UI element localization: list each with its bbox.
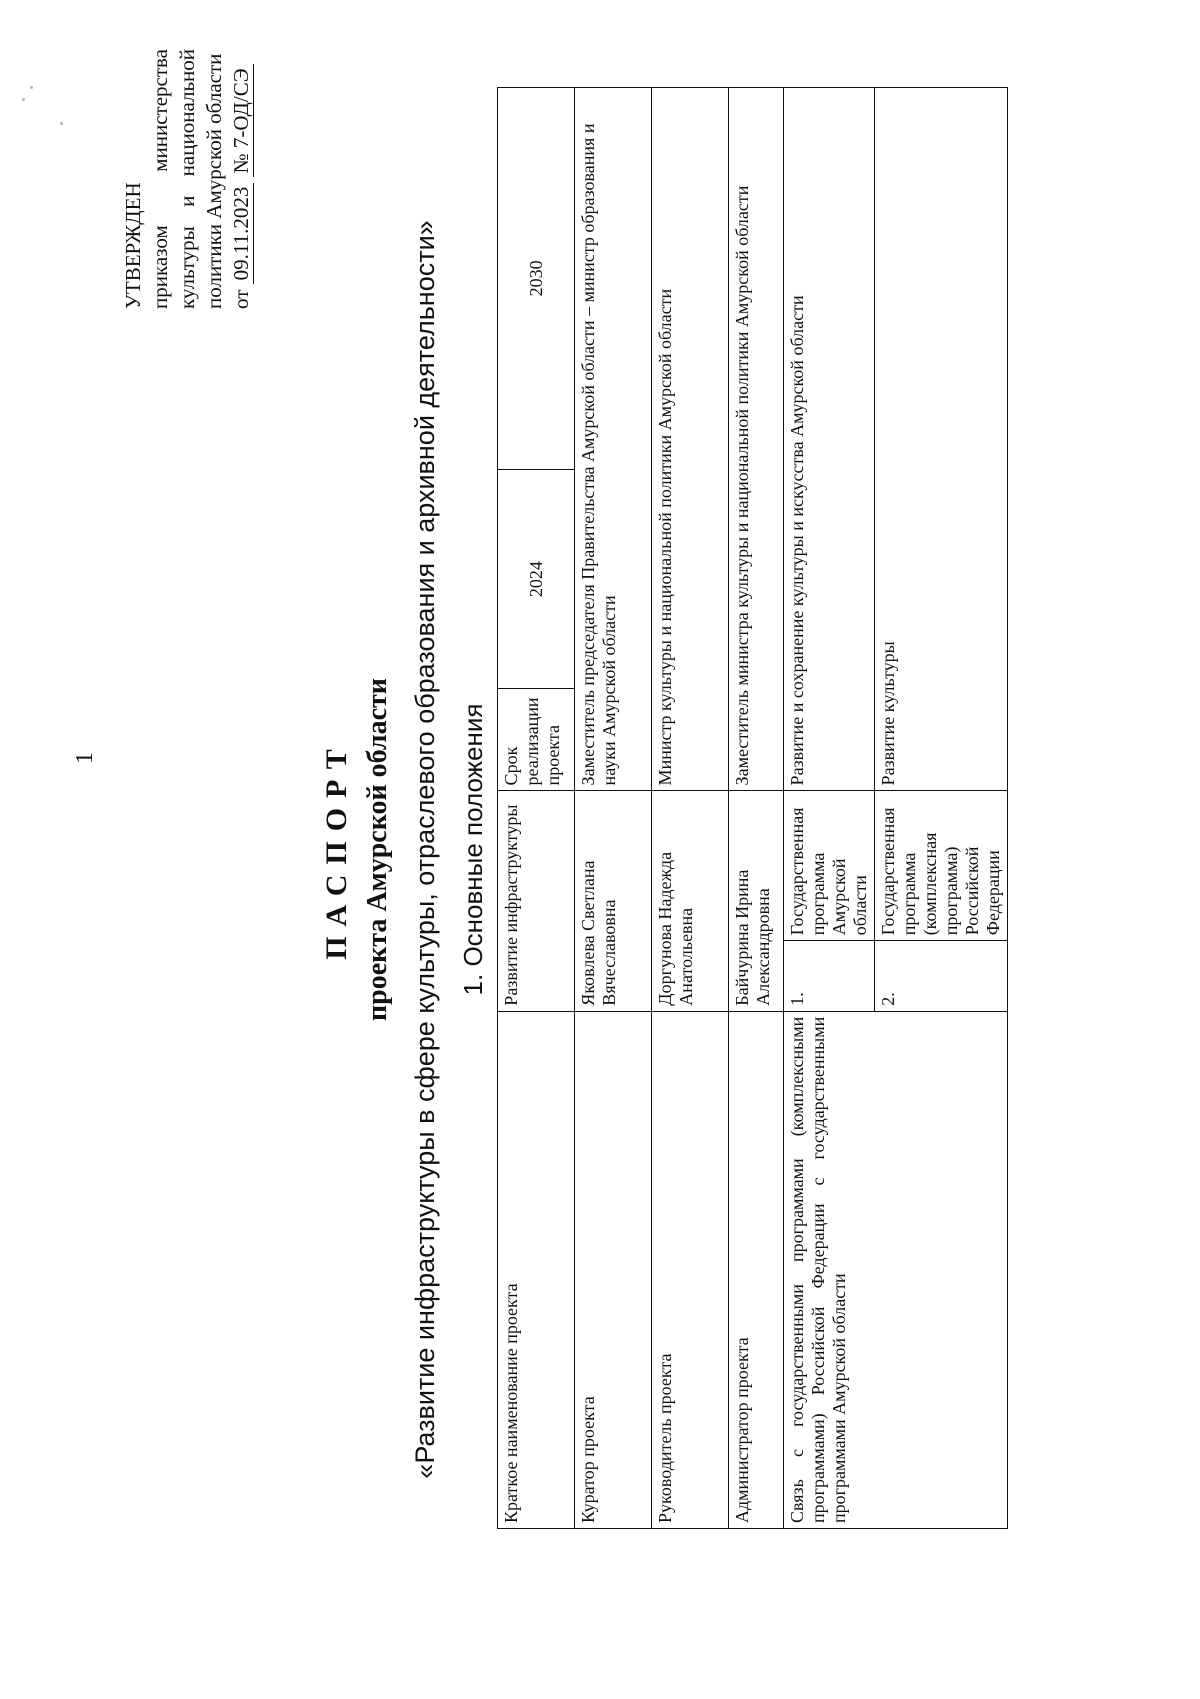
section-title: 1. Основные положения <box>458 703 488 996</box>
document-subtitle: проекта Амурской области <box>362 678 393 1021</box>
table-row <box>652 88 729 1529</box>
table-row <box>729 88 784 1529</box>
table-row <box>575 88 652 1529</box>
short-name-label: Краткое наименование проекта <box>498 1011 575 1528</box>
short-name-value: Развитие инфраструктуры <box>498 791 575 1011</box>
link-program-name: Развитие и сохранение культуры и искусства Амурской области <box>784 88 875 791</box>
link-program-name: Развитие культуры <box>875 88 1008 791</box>
approval-heading: УТВЕРЖДЕН <box>121 182 145 309</box>
head-label: Руководитель проекта <box>652 1011 729 1528</box>
approval-line: политики Амурской области <box>202 53 226 309</box>
approval-date-line <box>228 49 255 309</box>
admin-label: Администратор проекта <box>729 1011 784 1528</box>
term-end: 2030 <box>498 88 575 470</box>
scan-artifact <box>60 122 63 125</box>
link-number: 2. <box>875 941 1008 1011</box>
link-program-type: Государственная программа (комплексная программа) Российской Федерации <box>875 791 1008 941</box>
head-name: Доргунова Надежда Анатольевна <box>652 791 729 1011</box>
admin-name: Байчурина Ирина Александровна <box>729 791 784 1011</box>
approval-word: приказом <box>148 225 172 309</box>
approval-line <box>174 49 201 309</box>
scan-artifact <box>30 86 33 89</box>
approval-word: культуры <box>175 226 199 309</box>
link-number: 1. <box>784 941 875 1011</box>
approval-date: 09.11.2023 <box>229 183 254 285</box>
approval-line <box>147 49 174 309</box>
approval-word: министерства <box>148 49 172 172</box>
approval-stamp <box>120 49 255 309</box>
admin-position: Заместитель министра культуры и национальной политики Амурской области <box>729 88 784 791</box>
table-row <box>784 88 875 1529</box>
approval-word: и <box>175 195 199 207</box>
link-program-type: Государственная программа Амурской области <box>784 791 875 941</box>
project-name: «Развитие инфраструктуры в сфере культуры, отраслевого образования и архивной деятельности» <box>410 220 440 1479</box>
curator-label: Куратор проекта <box>575 1011 652 1528</box>
curator-position: Заместитель председателя Правительства Амурской области – министр образования и науки Амурской области <box>575 88 652 791</box>
document-title: ПАСПОРТ <box>320 739 353 960</box>
approval-word: национальной <box>175 49 199 177</box>
approval-order-number: № 7-ОД/СЭ <box>229 64 254 177</box>
head-position: Министр культуры и национальной политики Амурской области <box>652 88 729 791</box>
scan-artifact <box>22 98 25 101</box>
page-number: 1 <box>72 752 98 764</box>
passport-table <box>497 87 1008 1529</box>
links-label: Связь с государственными программами (комплексными программами) Российской Федерации с государственными программами Амурской области <box>784 1011 1008 1528</box>
curator-name: Яковлева Светлана Вячеславовна <box>575 791 652 1011</box>
approval-date-prefix: от <box>229 289 253 309</box>
term-label: Срок реализации проекта <box>498 689 575 791</box>
term-start: 2024 <box>498 469 575 689</box>
table-row <box>498 88 575 1529</box>
